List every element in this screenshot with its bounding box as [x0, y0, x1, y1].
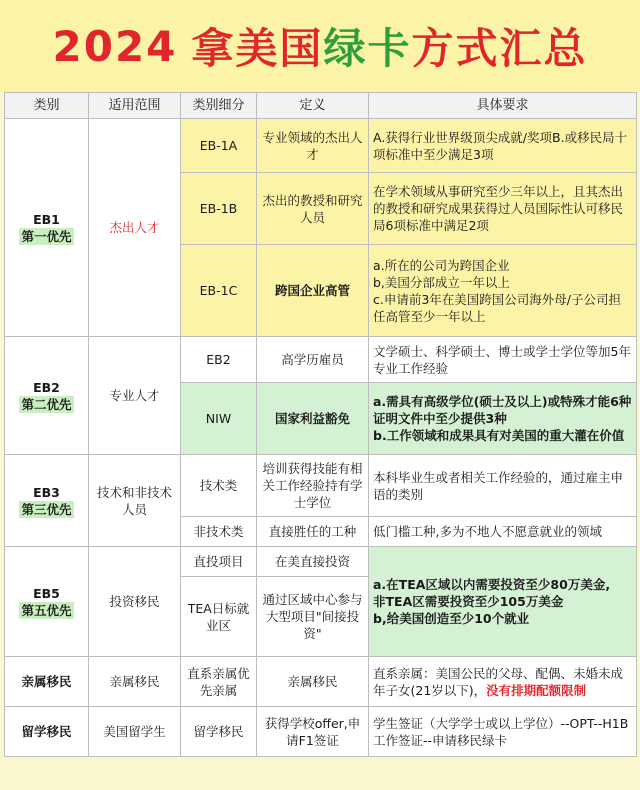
category-priority: 第一优先: [21, 228, 72, 244]
category-priority: 第三优先: [21, 501, 72, 517]
table-row: [5, 119, 637, 173]
definition-cell: 直接胜任的工种: [257, 517, 369, 547]
definition-cell: 国家利益豁免: [257, 383, 369, 455]
definition-cell: 获得学校offer,申请F1签证: [257, 707, 369, 757]
category-eb3: [5, 455, 89, 547]
header-scope: 适用范围: [89, 93, 181, 119]
header-requirements: 具体要求: [369, 93, 637, 119]
requirement-cell: 低门槛工种,多为不地人不愿意就业的领域: [369, 517, 637, 547]
requirement-line: a.在TEA区域以内需要投资至少80万美金,: [373, 577, 611, 592]
subcategory-cell: EB-1C: [181, 245, 257, 337]
requirement-cell: [369, 383, 637, 455]
requirement-line: b.工作领域和成果具有对美国的重大灌在价值: [373, 428, 625, 443]
title-pre: 拿美国: [191, 24, 324, 73]
requirement-line: c.申请前3年在美国跨国公司海外母/子公司担任高管至少一年以上: [373, 291, 622, 324]
requirement-cell: 本科毕业生或者相关工作经验的，通过雇主申语的类别: [369, 455, 637, 517]
definition-cell: 跨国企业高管: [257, 245, 369, 337]
category-family: 亲属移民: [5, 657, 89, 707]
table-header-row: [5, 93, 637, 119]
subcategory-cell: 直投项目: [181, 547, 257, 577]
requirement-text: 直系亲属：美国公民的父母、配偶、未婚未成年子女(21岁以下)，: [373, 665, 624, 698]
scope-cell: 技术和非技术人员: [89, 455, 181, 547]
category-eb1: [5, 119, 89, 337]
header-category: 类别: [5, 93, 89, 119]
subcategory-cell: TEA日标就业区: [181, 577, 257, 657]
requirement-highlight: 没有排期配额限制: [486, 682, 587, 698]
category-code: EB1: [33, 211, 60, 227]
category-code: EB5: [33, 585, 60, 601]
table-row: [5, 707, 637, 757]
requirement-cell: 文学硕士、科学硕士、博士或学士学位等加5年专业工作经验: [369, 337, 637, 383]
definition-cell: 培训获得技能有相关工作经验持有学士学位: [257, 455, 369, 517]
title-green-card: 绿卡: [323, 24, 412, 73]
category-code: EB2: [33, 379, 60, 395]
table-row: [5, 547, 637, 577]
requirement-line: a.所在的公司为跨国企业: [373, 257, 510, 273]
subcategory-cell: 技术类: [181, 455, 257, 517]
requirement-line: b,给美国创造至少10个就业: [373, 611, 530, 626]
requirement-line: a.需具有高级学位(硕士及以上)或特殊才能6种证明文件中至少提供3种: [373, 394, 632, 426]
requirement-cell: 在学术领域从事研究至少三年以上，且其杰出的教授和研究成果获得过人员国际性认可移民局6项标准中满足2项: [369, 173, 637, 245]
definition-cell: 杰出的教授和研究人员: [257, 173, 369, 245]
definition-cell: 高学历雇员: [257, 337, 369, 383]
requirement-line: b,美国分部成立一年以上: [373, 274, 510, 290]
definition-cell: 专业领域的杰出人才: [257, 119, 369, 173]
header-definition: 定义: [257, 93, 369, 119]
definition-cell: 亲属移民: [257, 657, 369, 707]
requirement-line: 非TEA区需要投资至少105万美金: [373, 594, 564, 609]
requirement-cell: 学生签证（大学学士或以上学位）--OPT--H1B工作签证--申请移民绿卡: [369, 707, 637, 757]
definition-cell: 在美直接投资: [257, 547, 369, 577]
subcategory-cell: 非技术类: [181, 517, 257, 547]
subcategory-cell: 留学移民: [181, 707, 257, 757]
green-card-table: [4, 92, 637, 757]
table-row: [5, 657, 637, 707]
scope-cell: 投资移民: [89, 547, 181, 657]
definition-cell: 通过区域中心参与大型项目"间接投资": [257, 577, 369, 657]
subcategory-cell: NIW: [181, 383, 257, 455]
title-year: 2024: [52, 21, 178, 71]
requirement-cell: [369, 245, 637, 337]
subcategory-cell: EB2: [181, 337, 257, 383]
table-row: [5, 337, 637, 383]
category-study: 留学移民: [5, 707, 89, 757]
category-priority: 第二优先: [21, 396, 72, 412]
requirement-cell: [369, 657, 637, 707]
category-eb5: [5, 547, 89, 657]
scope-cell: 专业人才: [89, 337, 181, 455]
table-row: [5, 455, 637, 517]
scope-cell: 美国留学生: [89, 707, 181, 757]
page-title: [0, 0, 640, 92]
subcategory-cell: 直系亲属优先亲属: [181, 657, 257, 707]
title-post: 方式汇总: [411, 24, 588, 73]
scope-cell: 杰出人才: [89, 119, 181, 337]
category-priority: 第五优先: [21, 602, 72, 618]
subcategory-cell: EB-1B: [181, 173, 257, 245]
header-subcategory: 类别细分: [181, 93, 257, 119]
requirement-cell: [369, 547, 637, 657]
scope-cell: 亲属移民: [89, 657, 181, 707]
requirement-cell: A.获得行业世界级顶尖成就/奖项B.或移民局十项标准中至少满足3项: [369, 119, 637, 173]
category-code: EB3: [33, 484, 60, 500]
subcategory-cell: EB-1A: [181, 119, 257, 173]
category-eb2: [5, 337, 89, 455]
